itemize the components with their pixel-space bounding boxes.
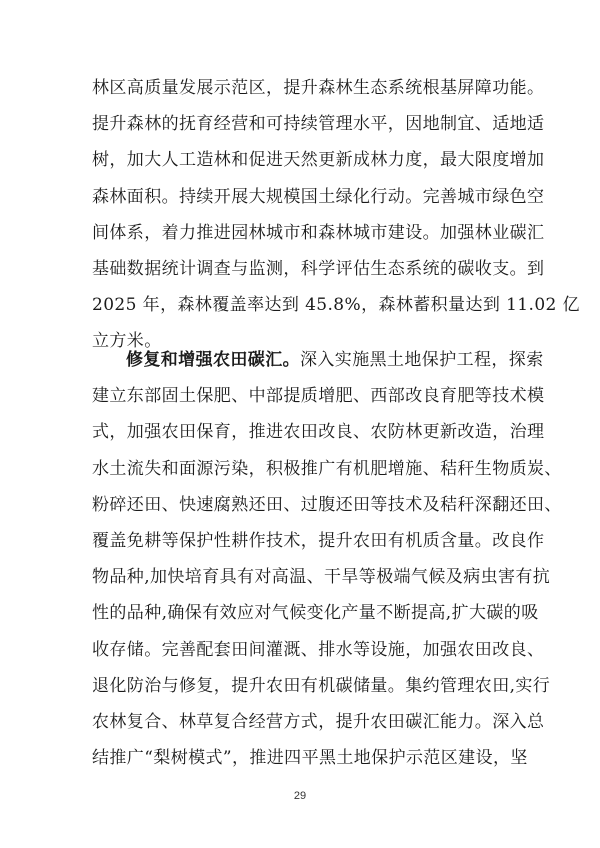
text-line: 基础数据统计调查与监测，科学评估生态系统的碳收支。到 [92, 258, 545, 279]
text-line: 林区高质量发展示范区，提升森林生态系统根基屏障功能。 [92, 78, 545, 98]
text-line: 树，加大人工造林和促进天然更新成林力度，最大限度增加 [92, 150, 545, 171]
text-line: 收存储。完善配套田间灌溉、排水等设施，加强农田改良、 [92, 639, 545, 660]
text-line: 2025 年，森林覆盖率达到 45.8%，森林蓄积量达到 11.02 亿 [92, 295, 580, 316]
text-line: 粉碎还田、快速腐熟还田、过腹还田等技术及秸秆深翻还田、 [92, 494, 562, 515]
paragraph-farmland-carbon [92, 342, 562, 776]
text-line: 水土流失和面源污染，积极推广有机肥增施、秸秆生物质炭、 [92, 458, 562, 479]
text-line: 式，加强农田保育，推进农田改良、农防林更新改造，治理 [92, 422, 545, 443]
text-line: 农林复合、林草复合经营方式，提升农田碳汇能力。深入总 [92, 711, 545, 732]
text-line: 建立东部固土保肥、中部提质增肥、西部改良育肥等技术模 [92, 386, 545, 407]
text-line: 性的品种,确保有效应对气候变化产量不断提高,扩大碳的吸 [92, 603, 539, 624]
text-line: 物品种,加快培育具有对高温、干旱等极端气候及病虫害有抗 [92, 567, 551, 588]
text-segment: 深入实施黑土地保护工程，探索 [300, 350, 544, 370]
text-line: 间体系，着力推进园林城市和森林城市建设。加强林业碳汇 [92, 222, 545, 243]
text-line-first [92, 342, 544, 378]
paragraph-lead-heading: 修复和增强农田碳汇。 [126, 350, 300, 370]
text-line: 提升森林的抚育经营和可持续管理水平，因地制宜、适地适 [92, 114, 545, 135]
text-line: 森林面积。持续开展大规模国土绿化行动。完善城市绿色空 [92, 186, 545, 207]
text-line: 覆盖免耕等保护性耕作技术，提升农田有机质含量。改良作 [92, 530, 545, 551]
text-line: 结推广“梨树模式”，推进四平黑土地保护示范区建设，坚 [92, 748, 528, 769]
page-number: 29 [293, 790, 307, 802]
text-line: 退化防治与修复，提升农田有机碳储量。集约管理农田,实行 [92, 675, 551, 696]
text-line: 立方米。 [92, 331, 162, 352]
